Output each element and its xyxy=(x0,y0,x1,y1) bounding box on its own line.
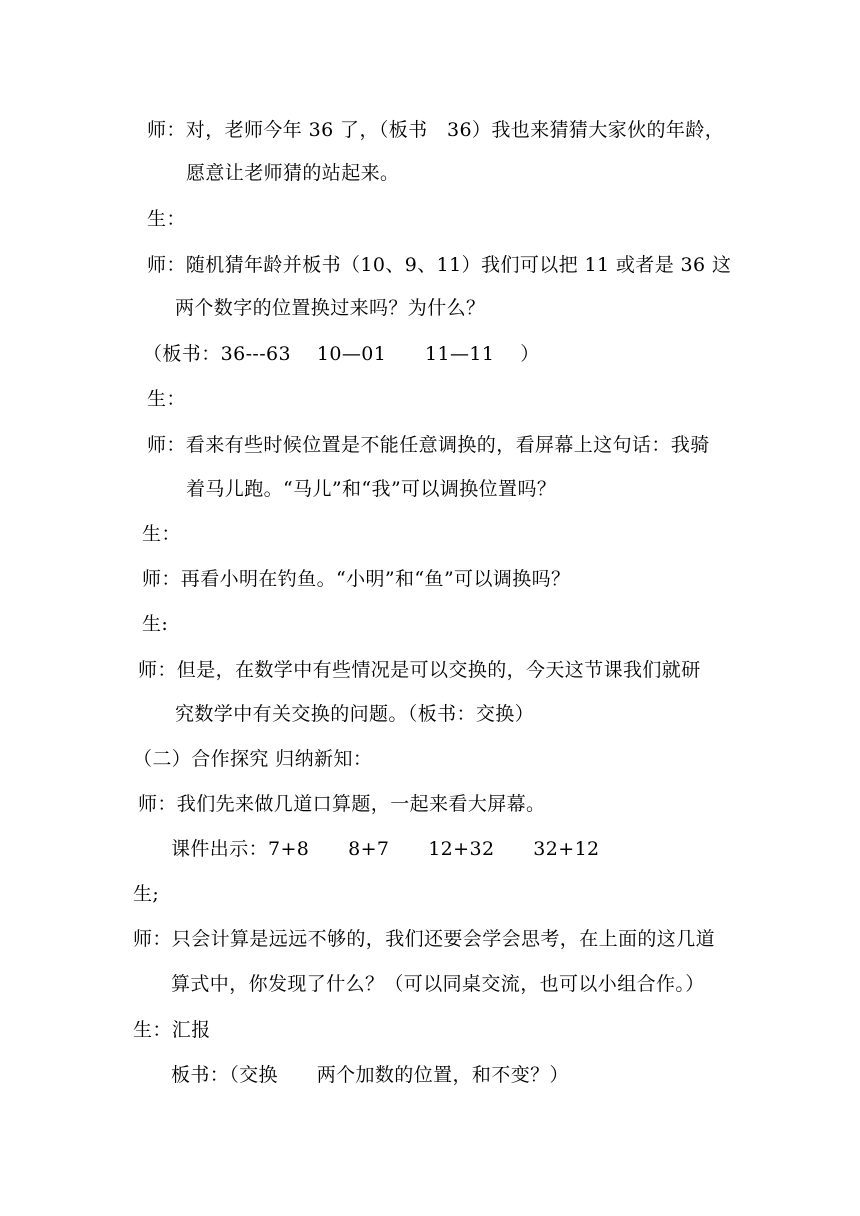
text-line: 生： xyxy=(147,388,186,410)
text-line: 师：但是，在数学中有些情况是可以交换的，今天这节课我们就研 xyxy=(138,659,701,681)
text-line: 课件出示：7+8 8+7 12+32 32+12 xyxy=(171,838,600,860)
text-line: 师：看来有些时候位置是不能任意调换的，看屏幕上这句话：我骑 xyxy=(147,434,710,456)
text-line: 生：汇报 xyxy=(133,1019,211,1041)
text-line: 板书：（交换 两个加数的位置，和不变？） xyxy=(171,1064,569,1086)
text-line: 生： xyxy=(142,523,181,545)
text-line: 生; xyxy=(133,883,160,905)
text-line: 师：再看小明在钓鱼。“小明”和“鱼”可以调换吗？ xyxy=(142,568,571,590)
text-line: 师：随机猜年龄并板书（10、9、11）我们可以把 11 或者是 36 这 xyxy=(147,254,732,276)
text-line: 生: xyxy=(142,613,169,635)
text-line: 师：对，老师今年 36 了，（板书 36）我也来猜猜大家伙的年龄， xyxy=(147,119,725,141)
text-line: （二）合作探究 归纳新知： xyxy=(133,748,373,770)
text-line: 究数学中有关交换的问题。（板书：交换） xyxy=(175,703,535,725)
text-line: 着马儿跑。“马儿”和“我”可以调换位置吗？ xyxy=(186,478,557,500)
text-line: 师：只会计算是远远不够的，我们还要会学会思考，在上面的这几道 xyxy=(133,928,716,950)
text-line: （板书：36---63 10—01 11—11 ） xyxy=(143,343,540,365)
text-line: 两个数字的位置换过来吗？为什么？ xyxy=(175,297,486,319)
text-line: 算式中，你发现了什么？（可以同桌交流，也可以小组合作。） xyxy=(171,973,705,995)
text-line: 师：我们先来做几道口算题，一起来看大屏幕。 xyxy=(138,793,546,815)
text-line: 生： xyxy=(147,208,186,230)
text-line: 愿意让老师猜的站起来。 xyxy=(186,162,400,184)
